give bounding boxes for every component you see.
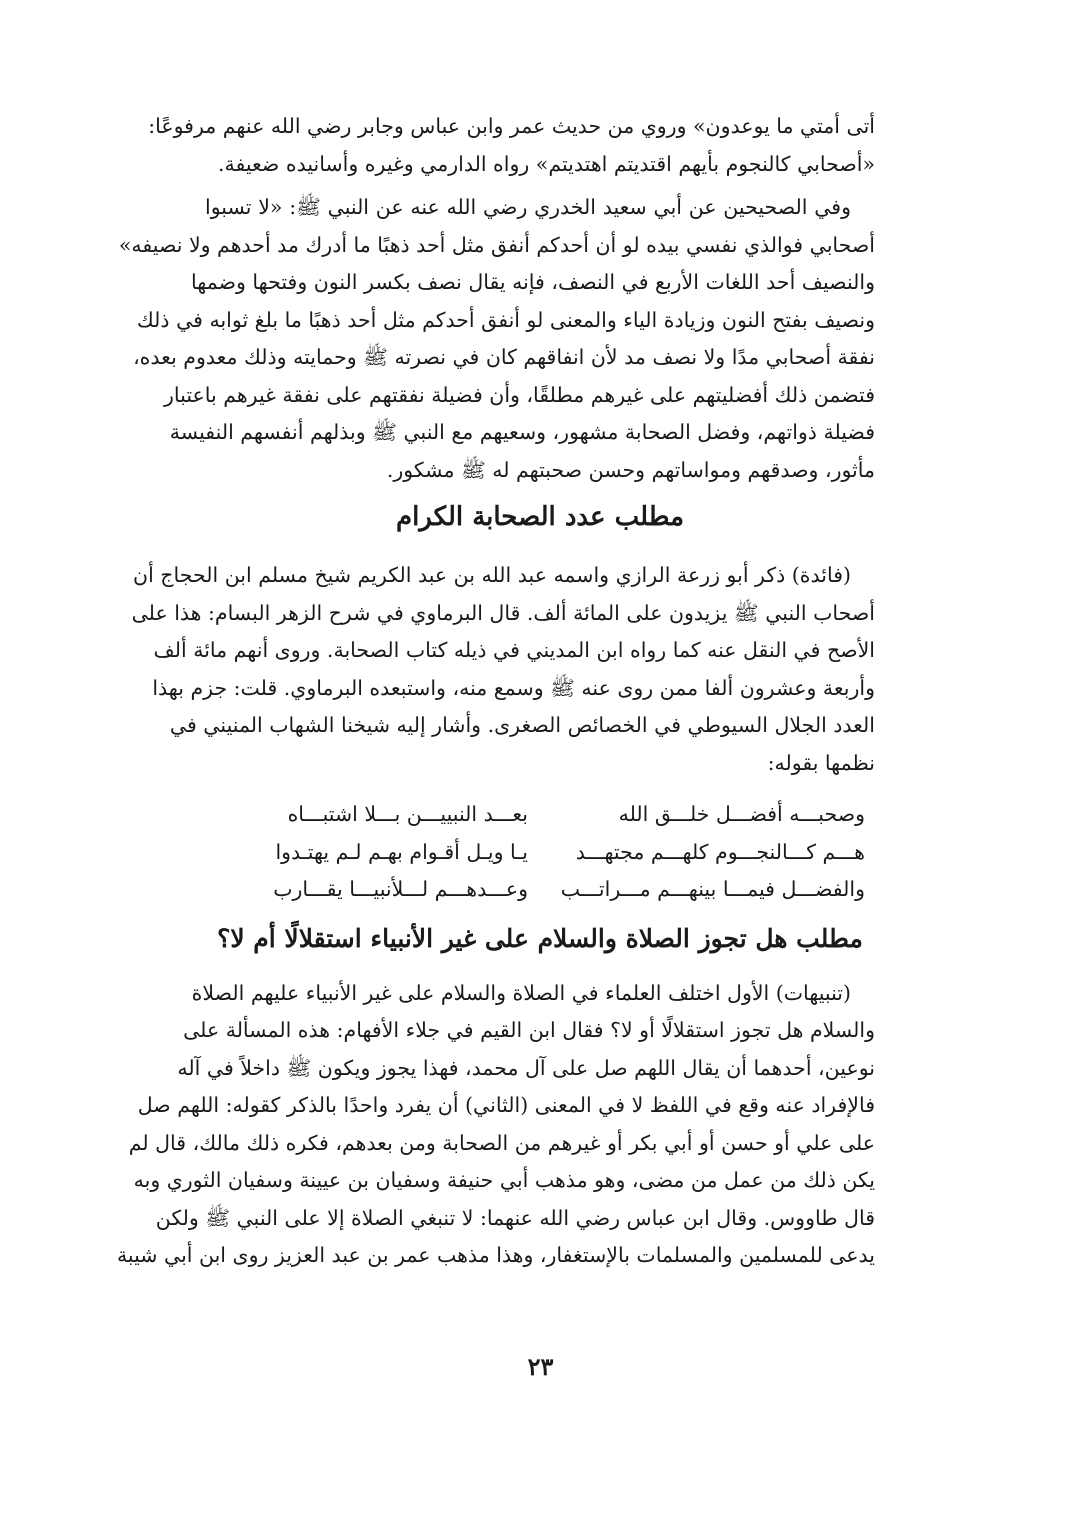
poem [205,796,875,909]
verse-second-hemistich: يـا ويـل أقـوام بهـم لـم يهتـدوا [275,839,528,864]
text-line: فتضمن ذلك أفضليتهم على غيرهم مطلقًا، وأن فضيلة نفقتهم على نفقة غيرهم باعتبار [163,382,875,407]
paragraph-notes [116,975,875,1275]
text-line: قال طاووس. وقال ابن عباس رضي الله عنهما: لا تنبغي الصلاة إلا على النبي ﷺ ولكن [155,1205,875,1230]
verse-second-hemistich: بعـــد النبييـــن بـــلا اشتبـــاه [287,802,528,826]
text-line: أصحاب النبي ﷺ يزيدون على المائة ألف. قال البرماوي في شرح الزهر البسام: هذا على [131,600,875,625]
verse-first-hemistich: وصحبـــه أفضـــل خلـــق الله [618,802,865,826]
text-line: ونصيف بفتح النون وزيادة الياء والمعنى لو أنفق أحدكم مثل أحد ذهبًا ما بلغ ثوابه في ذلك [136,307,875,332]
text-line: أصحابي فوالذي نفسي بيده لو أن أحدكم أنفق مثل أحد ذهبًا ما أدرك مد أحدهم ولا نصيفه» [118,232,875,257]
poem-verse [205,796,875,834]
paragraph-companions-count [131,557,875,782]
text-line: يكن ذلك من عمل من مضى، وهو مذهب أبي حنيفة وسفيان بن عيينة وسفيان الثوري وبه [133,1168,875,1192]
text-line: على علي أو حسن أو أبي بكر أو غيرهم من الصحابة ومن بعدهم، فكره ذلك مالك، قال لم [128,1130,875,1155]
text-line: العدد الجلال السيوطي في الخصائص الصغرى. وأشار إليه شيخنا الشهاب المنيني في [169,713,875,737]
text-line: الأصح في النقل عنه كما رواه ابن المديني في ذيله كتاب الصحابة. وروى أنهم مائة ألف [153,638,875,662]
page-number: ٢٣ [527,1352,554,1381]
text-line: نوعين، أحدهما أن يقال اللهم صل على آل محمد، فهذا يجوز ويكون ﷺ داخلاً في آله [177,1055,875,1080]
verse-second-hemistich: وعـــدهـــم لـــلأنبيـــا يقـــارب [273,877,528,901]
text-line: فضيلة ذواتهم، وفضل الصحابة مشهور، وسعيهم مع النبي ﷺ وبذلهم أنفسهم النفيسة [169,420,875,444]
verse-first-hemistich: هـــم كـــالنجـــوم كلهـــم مجتهـــد [575,839,865,864]
text-line: فالإفراد عنه وقع في اللفظ لا في المعنى (الثاني) أن يفرد واحدًا بالذكر كقوله: اللهم صل [137,1093,875,1117]
text-line: والنصيف أحد اللغات الأربع في النصف، فإنه يقال نصف بكسر النون وفتحها وضمها [191,270,875,294]
paragraph-hadith [118,189,875,489]
poem-verse [205,834,875,872]
text-line: والسلام هل تجوز استقلالًا أو لا؟ فقال ابن القيم في جلاء الأفهام: هذه المسألة على [183,1018,875,1042]
text-line: «أصحابي كالنجوم بأيهم اقتديتم اهتديتم» رواه الدارمي وغيره وأسانيده ضعيفة. [217,151,875,176]
text-line: (تنبيهات) الأول اختلف العلماء في الصلاة والسلام على غير الأنبياء عليهم الصلاة [191,980,851,1005]
page-body [116,108,875,1275]
text-line: أتى أمتي ما يوعدون» وروي من حديث عمر وابن عباس وجابر رضي الله عنهم مرفوعًا: [148,114,875,138]
poem-verse [205,871,875,909]
text-line: مأثور، وصدقهم ومواساتهم وحسن صحبتهم له ﷺ مشكور. [386,457,875,482]
text-line: (فائدة) ذكر أبو زرعة الرازي واسمه عبد الله بن عبد الكريم شيخ مسلم ابن الحجاج أن [133,563,851,587]
text-line: نظمها بقوله: [767,750,875,775]
section-heading: مطلب هل تجوز الصلاة والسلام على غير الأنبياء استقلالًا أم لا؟ [217,923,863,953]
text-line: وأربعة وعشرون ألفا ممن روى عنه ﷺ وسمع منه، واستبعده البرماوي. قلت: جزم بهذا [152,675,875,700]
verse-first-hemistich: والفضـــل فيمـــا بينهـــم مـــراتـــب [560,877,865,901]
text-line: وفي الصحيحين عن أبي سعيد الخدري رضي الله عنه عن النبي ﷺ: «لا تسبوا [205,195,851,219]
text-line: نفقة أصحابي مدًا ولا نصف مد لأن انفاقهم كان في نصرته ﷺ وحمايته وذلك معدوم بعده، [133,345,875,369]
paragraph-intro [148,108,875,183]
section-heading: مطلب عدد الصحابة الكرام [395,502,685,532]
text-line: يدعى للمسلمين والمسلمات بالإستغفار، وهذا مذهب عمر بن عبد العزيز روى ابن أبي شيبة [116,1243,875,1267]
